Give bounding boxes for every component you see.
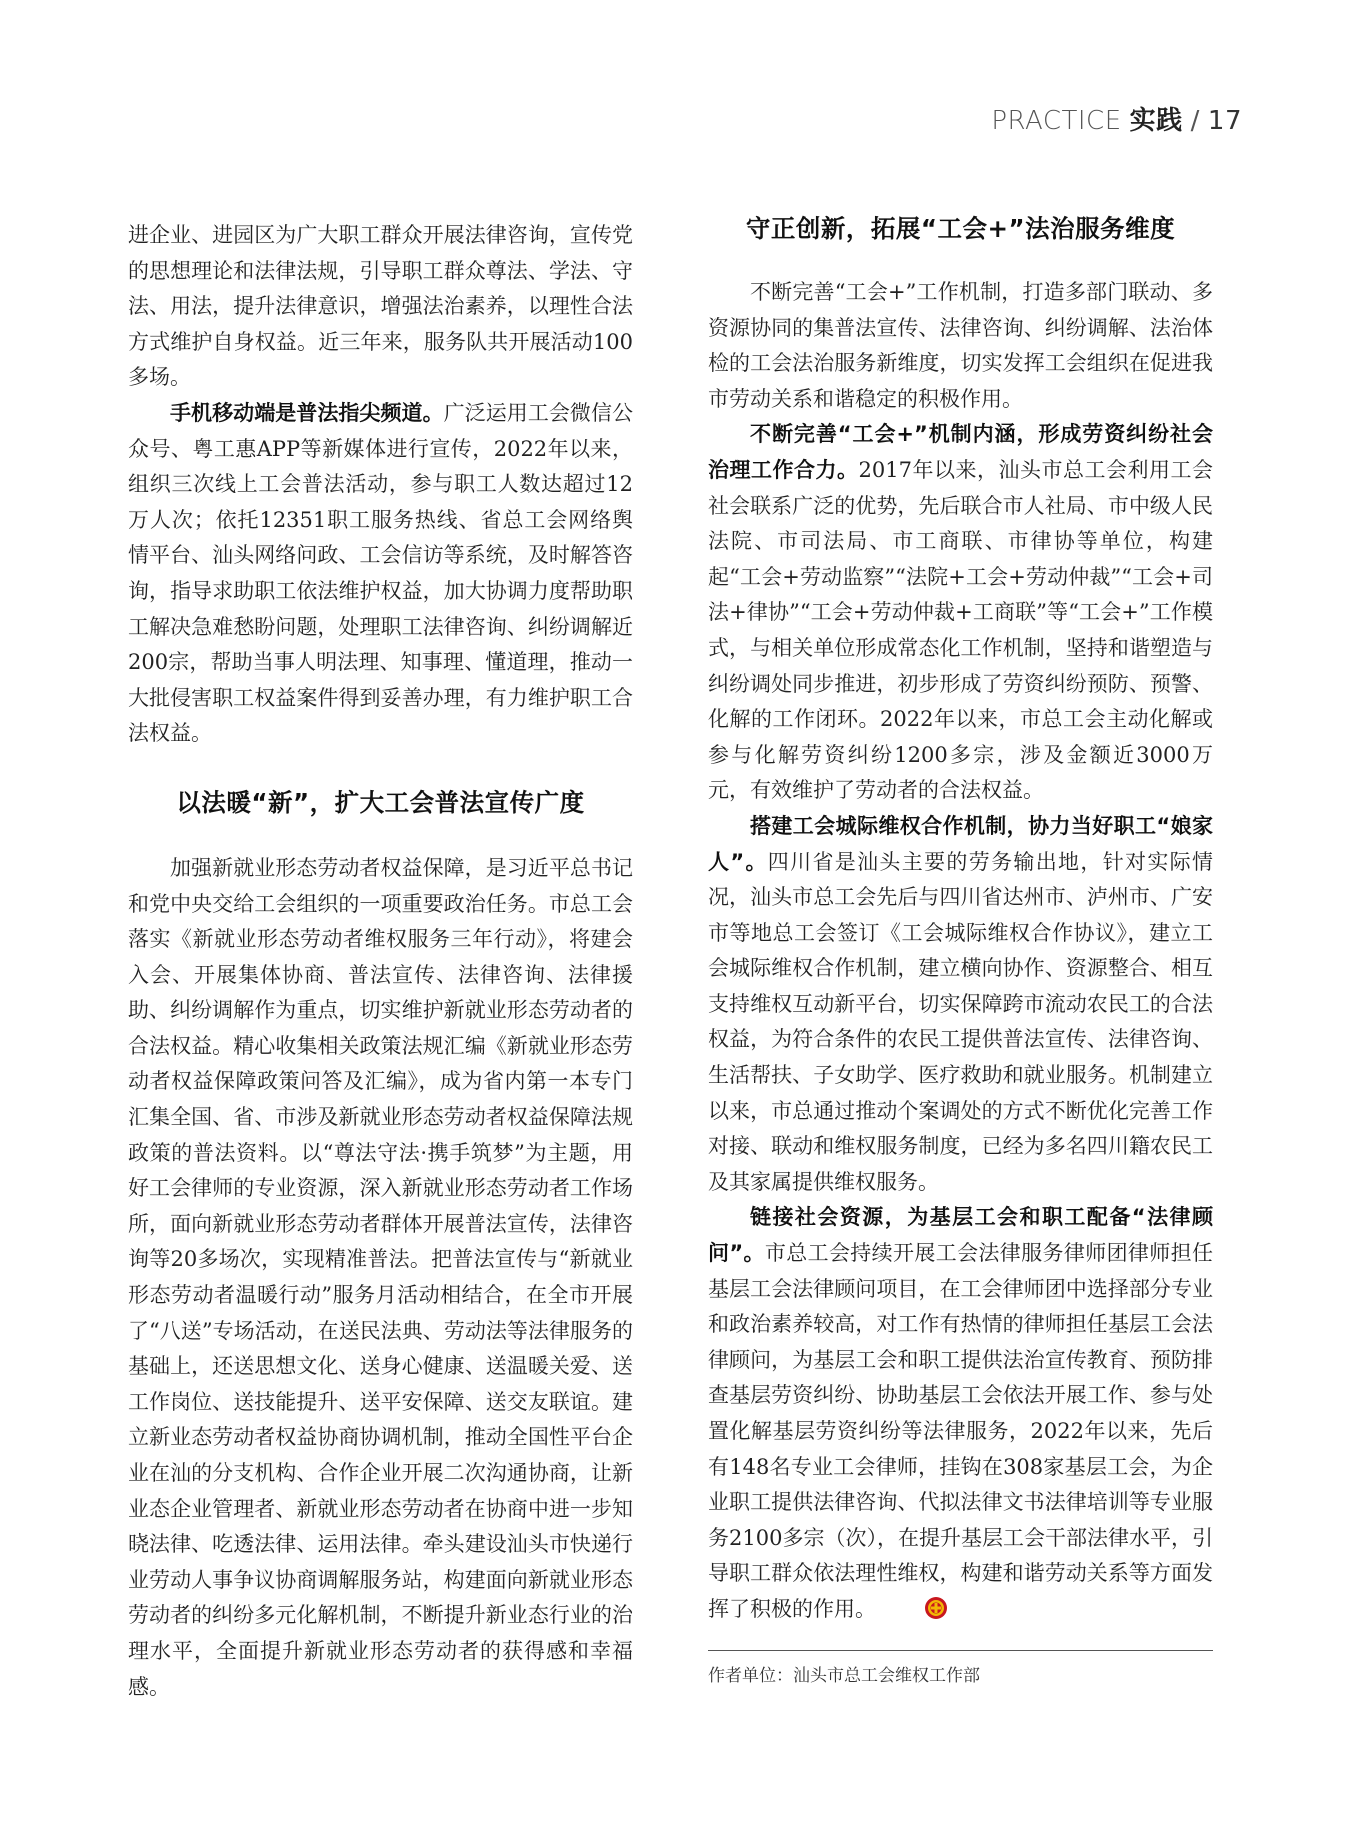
section-label-en: PRACTICE [991,106,1122,136]
page-header [991,100,1242,137]
paragraph-lead: 搭建工会城际维权合作机制，协力当好职工“娘家人”。 [708,813,1213,874]
paragraph [128,396,633,752]
paragraph-body: 市总工会持续开展工会法律服务律师团律师担任基层工会法律顾问项目，在工会律师团中选择部分专业和政治素养较高，对工作有热情的律师担任基层工会法律顾问，为基层工会和职工提供法治宣传教育、预防排查基层劳资纠纷、协助基层工会依法开展工作、参与处置化解基层劳资纠纷等法律服务，2022年以来，先后有148名专业工会律师，挂钩在308家基层工会，为企业职工提供法律咨询、代拟法律文书法律培训等专业服务2100多宗（次），在提升基层工会干部法律水平，引导职工群众依法理性维权，构建和谐劳动关系等方面发挥了积极的作用。 [708,1241,1213,1621]
trade-union-logo-icon [882,1596,906,1620]
paragraph: 进企业、进园区为广大职工群众开展法律咨询，宣传党的思想理论和法律法规，引导职工群众尊法、学法、守法、用法，提升法律意识，增强法治素养，以理性合法方式维护自身权益。近三年来，服务队共开展活动100多场。 [128,223,633,390]
right-column [708,214,1214,1694]
section-heading: 守正创新，拓展“工会+”法治服务维度 [745,214,1176,243]
paragraph [708,1200,1213,1627]
page-number: 17 [1207,106,1242,136]
header-separator: / [1190,106,1200,136]
section-heading: 以法暖“新”，扩大工会普法宣传广度 [176,787,585,817]
paragraph: 不断完善“工会+”工作机制，打造多部门联动、多资源协同的集普法宣传、法律咨询、纠纷调解、法治体检的工会法治服务新维度，切实发挥工会组织在促进我市劳动关系和谐稳定的积极作用。 [708,280,1213,411]
paragraph-lead: 不断完善“工会+”机制内涵，形成劳资纠纷社会治理工作合力。 [708,422,1213,482]
paragraph-body: 2017年以来，汕头市总工会利用工会社会联系广泛的优势，先后联合市人社局、市中级人民法院、市司法局、市工商联、市律协等单位，构建起“工会+劳动监察”“法院+工会+劳动仲裁”“工会+司法+律协”“工会+劳动仲裁+工商联”等“工会+”工作模式，与相关单位形成常态化工作机制，坚持和谐塑造与纠纷调处同步推进，初步形成了劳资纠纷预防、预警、化解的工作闭环。2022年以来，市总工会主动化解或参与化解劳资纠纷1200多宗，涉及金额近3000万元，有效维护了劳动者的合法权益。 [708,457,1213,803]
paragraph [708,809,1213,1201]
paragraph-body: 广泛运用工会微信公众号、粤工惠APP等新媒体进行宣传，2022年以来，组织三次线上工会普法活动，参与职工人数达超过12万人次；依托12351职工服务热线、省总工会网络舆情平台、汕头网络问政、工会信访等系统，及时解答咨询，指导求助职工依法维护权益，加大协调力度帮助职工解决急难愁盼问题，处理职工法律咨询、纠纷调解近200宗，帮助当事人明法理、知事理、懂道理，推动一大批侵害职工权益案件得到妥善办理，有力维护职工合法权益。 [128,400,634,746]
left-column [128,218,633,1705]
paragraph [708,417,1213,809]
author-divider [708,1650,1213,1651]
paragraph: 加强新就业形态劳动者权益保障，是习近平总书记和党中央交给工会组织的一项重要政治任务。市总工会落实《新就业形态劳动者维权服务三年行动》，将建会入会、开展集体协商、普法宣传、法律咨询、法律援助、纠纷调解作为重点，切实维护新就业形态劳动者的合法权益。精心收集相关政策法规汇编《新就业形态劳动者权益保障政策问答及汇编》，成为省内第一本专门汇集全国、省、市涉及新就业形态劳动者权益保障法规政策的普法资料。以“尊法守法·携手筑梦”为主题，用好工会律师的专业资源，深入新就业形态劳动者工作场所，面向新就业形态劳动者群体开展普法宣传，法律咨询等20多场次，实现精准普法。把普法宣传与“新就业形态劳动者温暖行动”服务月活动相结合，在全市开展了“八送”专场活动，在送民法典、劳动法等法律服务的基础上，还送思想文化、送身心健康、送温暖关爱、送工作岗位、送技能提升、送平安保障、送交友联谊。建立新业态劳动者权益协商协调机制，推动全国性平台企业在汕的分支机构、合作企业开展二次沟通协商，让新业态企业管理者、新就业形态劳动者在协商中进一步知晓法律、吃透法律、运用法律。牵头建设汕头市快递行业劳动人事争议协商调解服务站，构建面向新就业形态劳动者的纠纷多元化解机制，不断提升新业态行业的治理水平，全面提升新就业形态劳动者的获得感和幸福感。 [128,855,633,1699]
paragraph-lead: 链接社会资源，为基层工会和职工配备“法律顾问”。 [708,1205,1213,1266]
section-label-cn: 实践 [1129,106,1183,136]
author-affiliation: 作者单位：汕头市总工会维权工作部 [708,1665,980,1686]
paragraph-lead: 手机移动端是普法指尖频道。 [170,400,444,425]
paragraph-body: 四川省是汕头主要的劳务输出地，针对实际情况，汕头市总工会先后与四川省达州市、泸州市、广安市等地总工会签订《工会城际维权合作协议》，建立工会城际维权合作机制，建立横向协作、资源整合、相互支持维权互动新平台，切实保障跨市流动农民工的合法权益，为符合条件的农民工提供普法宣传、法律咨询、生活帮扶、子女助学、医疗救助和就业服务。机制建立以来，市总通过推动个案调处的方式不断优化完善工作对接、联动和维权服务制度，已经为多名四川籍农民工及其家属提供维权服务。 [708,849,1214,1194]
